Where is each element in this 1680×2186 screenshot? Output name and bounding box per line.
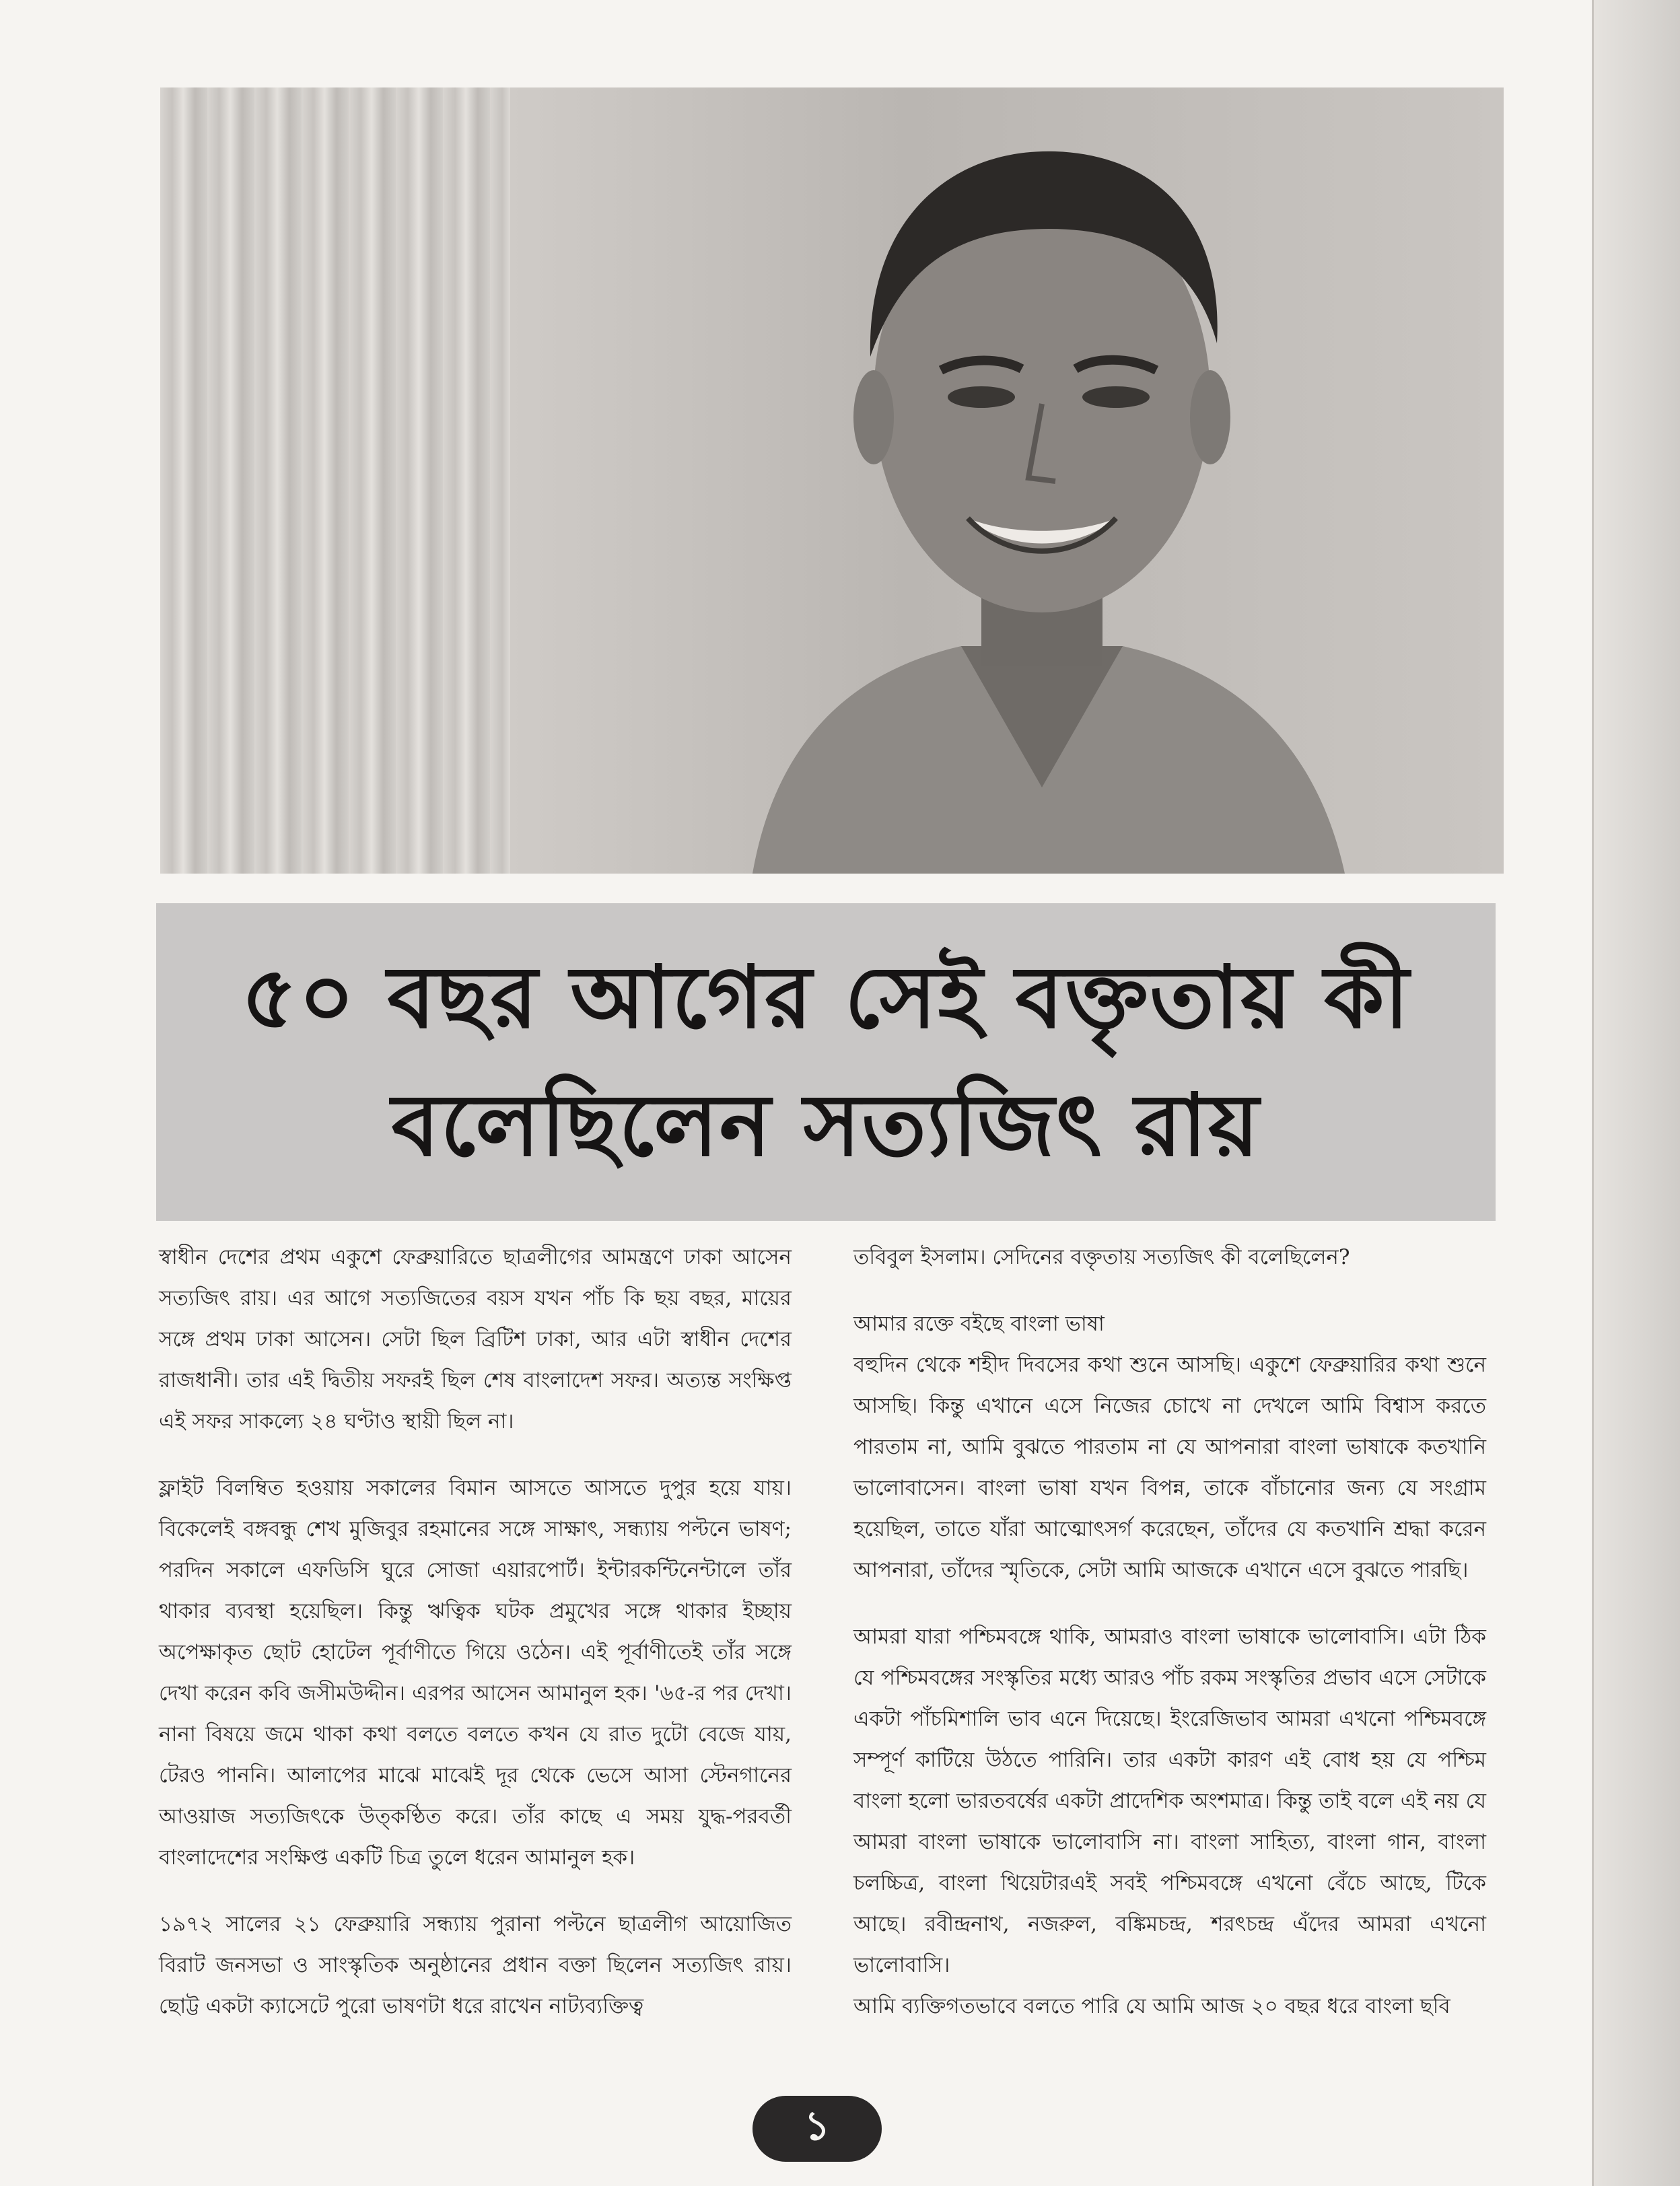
paragraph: ফ্লাইট বিলম্বিত হওয়ায় সকালের বিমান আসতে আসতে দুপুর হয়ে যায়। বিকেলেই বঙ্গবন্ধু শেখ মুজিবুর রহমানের সঙ্গে সাক্ষাৎ, সন্ধ্যায় পল্টনে ভাষণ; পরদিন সকালে এফডিসি ঘুরে সোজা এয়ারপোর্ট। ইন্টারকন্টিনেন্টালে তাঁর থাকার ব্যবস্থা হয়েছিল। কিন্তু ঋত্বিক ঘটক প্রমুখের সঙ্গে থাকার ইচ্ছায় অপেক্ষাকৃত ছোট হোটেল পূর্বাণীতে গিয়ে ওঠেন। এই পূর্বাণীতেই তাঁর সঙ্গে দেখা করেন কবি জসীমউদ্দীন। এরপর আসেন আমানুল হক। '৬৫-র পর দেখা। নানা বিষয়ে জমে থাকা কথা বলতে বলতে কখন যে রাত দুটো বেজে যায়, টেরও পাননি। আলাপের মাঝে মাঝেই দূর থেকে ভেসে আসা স্টেনগানের আওয়াজ সত্যজিৎকে উত্কণ্ঠিত করে। তাঁর কাছে এ সময় যুদ্ধ-পরবর্তী বাংলাদেশের সংক্ষিপ্ত একটি চিত্র তুলে ধরেন আমানুল হক। xyxy=(159,1476,792,1870)
portrait-figure xyxy=(739,114,1345,874)
paragraph: তবিবুল ইসলাম। সেদিনের বক্তৃতায় সত্যজিৎ কী বলেছিলেন? xyxy=(853,1245,1350,1269)
page-edge xyxy=(1593,0,1680,2186)
section-subheading: আমার রক্তে বইছে বাংলা ভাষা xyxy=(853,1312,1105,1336)
article-column-left xyxy=(159,1237,792,2053)
paragraph: আমি ব্যক্তিগতভাবে বলতে পারি যে আমি আজ ২০ বছর ধরে বাংলা ছবি xyxy=(853,1994,1450,2018)
paragraph: স্বাধীন দেশের প্রথম একুশে ফেব্রুয়ারিতে ছাত্রলীগের আমন্ত্রণে ঢাকা আসেন সত্যজিৎ রায়। এর আগে সত্যজিতের বয়স যখন পাঁচ কি ছয় বছর, মায়ের সঙ্গে প্রথম ঢাকা আসেন। সেটা ছিল ব্রিটিশ ঢাকা, আর এটা স্বাধীন দেশের রাজধানী। তার এই দ্বিতীয় সফরই ছিল শেষ বাংলাদেশ সফর। অত্যন্ত সংক্ষিপ্ত এই সফর সাকল্যে ২৪ ঘণ্টাও স্থায়ী ছিল না। xyxy=(159,1245,792,1434)
portrait-photo xyxy=(160,87,1504,874)
headline-banner xyxy=(156,903,1496,1221)
photo-curtain xyxy=(160,87,510,874)
paragraph: ১৯৭২ সালের ২১ ফেব্রুয়ারি সন্ধ্যায় পুরানা পল্টনে ছাত্রলীগ আয়োজিত বিরাট জনসভা ও সাংস্কৃতিক অনুষ্ঠানের প্রধান বক্তা ছিলেন সত্যজিৎ রায়। ছোট্ট একটা ক্যাসেটে পুরো ভাষণটা ধরে রাখেন নাট্যব্যক্তিত্ব xyxy=(159,1912,792,2018)
article-column-right xyxy=(853,1237,1486,2053)
paragraph: আমরা যারা পশ্চিমবঙ্গে থাকি, আমরাও বাংলা ভাষাকে ভালোবাসি। এটা ঠিক যে পশ্চিমবঙ্গের সংস্কৃতির মধ্যে আরও পাঁচ রকম সংস্কৃতির প্রভাব এসে সেটাকে একটা পাঁচমিশালি ভাব এনে দিয়েছে। ইংরেজিভাব আমরা এখনো পশ্চিমবঙ্গে সম্পূর্ণ কাটিয়ে উঠতে পারিনি। তার একটা কারণ এই বোধ হয় যে পশ্চিম বাংলা হলো ভারতবর্ষের একটা প্রাদেশিক অংশমাত্র। কিন্তু তাই বলে এই নয় যে আমরা বাংলা ভাষাকে ভালোবাসি না। বাংলা সাহিত্য, বাংলা গান, বাংলা চলচ্চিত্র, বাংলা থিয়েটারএই সবই পশ্চিমবঙ্গে এখনো বেঁচে আছে, টিকে আছে। রবীন্দ্রনাথ, নজরুল, বঙ্কিমচন্দ্র, শরৎচন্দ্র এঁদের আমরা এখনো ভালোবাসি। xyxy=(853,1625,1486,1977)
page-number-badge: ১ xyxy=(753,2096,882,2162)
headline-line-1: ৫০ বছর আগের সেই বক্তৃতায় কী xyxy=(241,948,1411,1048)
page-edge-line xyxy=(1592,0,1594,2186)
headline-line-2: বলেছিলেন সত্যজিৎ রায় xyxy=(391,1076,1261,1176)
paragraph: বহুদিন থেকে শহীদ দিবসের কথা শুনে আসছি। একুশে ফেব্রুয়ারির কথা শুনে আসছি। কিন্তু এখানে এসে নিজের চোখে না দেখলে আমি বিশ্বাস করতে পারতাম না, আমি বুঝতে পারতাম না যে আপনারা বাংলা ভাষাকে কতখানি ভালোবাসেন। বাংলা ভাষা যখন বিপন্ন, তাকে বাঁচানোর জন্য যে সংগ্রাম হয়েছিল, তাতে যাঁরা আত্মোৎসর্গ করেছেন, তাঁদের যে কতখানি শ্রদ্ধা করেন আপনারা, তাঁদের স্মৃতিকে, সেটা আমি আজকে এখানে এসে বুঝতে পারছি। xyxy=(853,1353,1486,1582)
